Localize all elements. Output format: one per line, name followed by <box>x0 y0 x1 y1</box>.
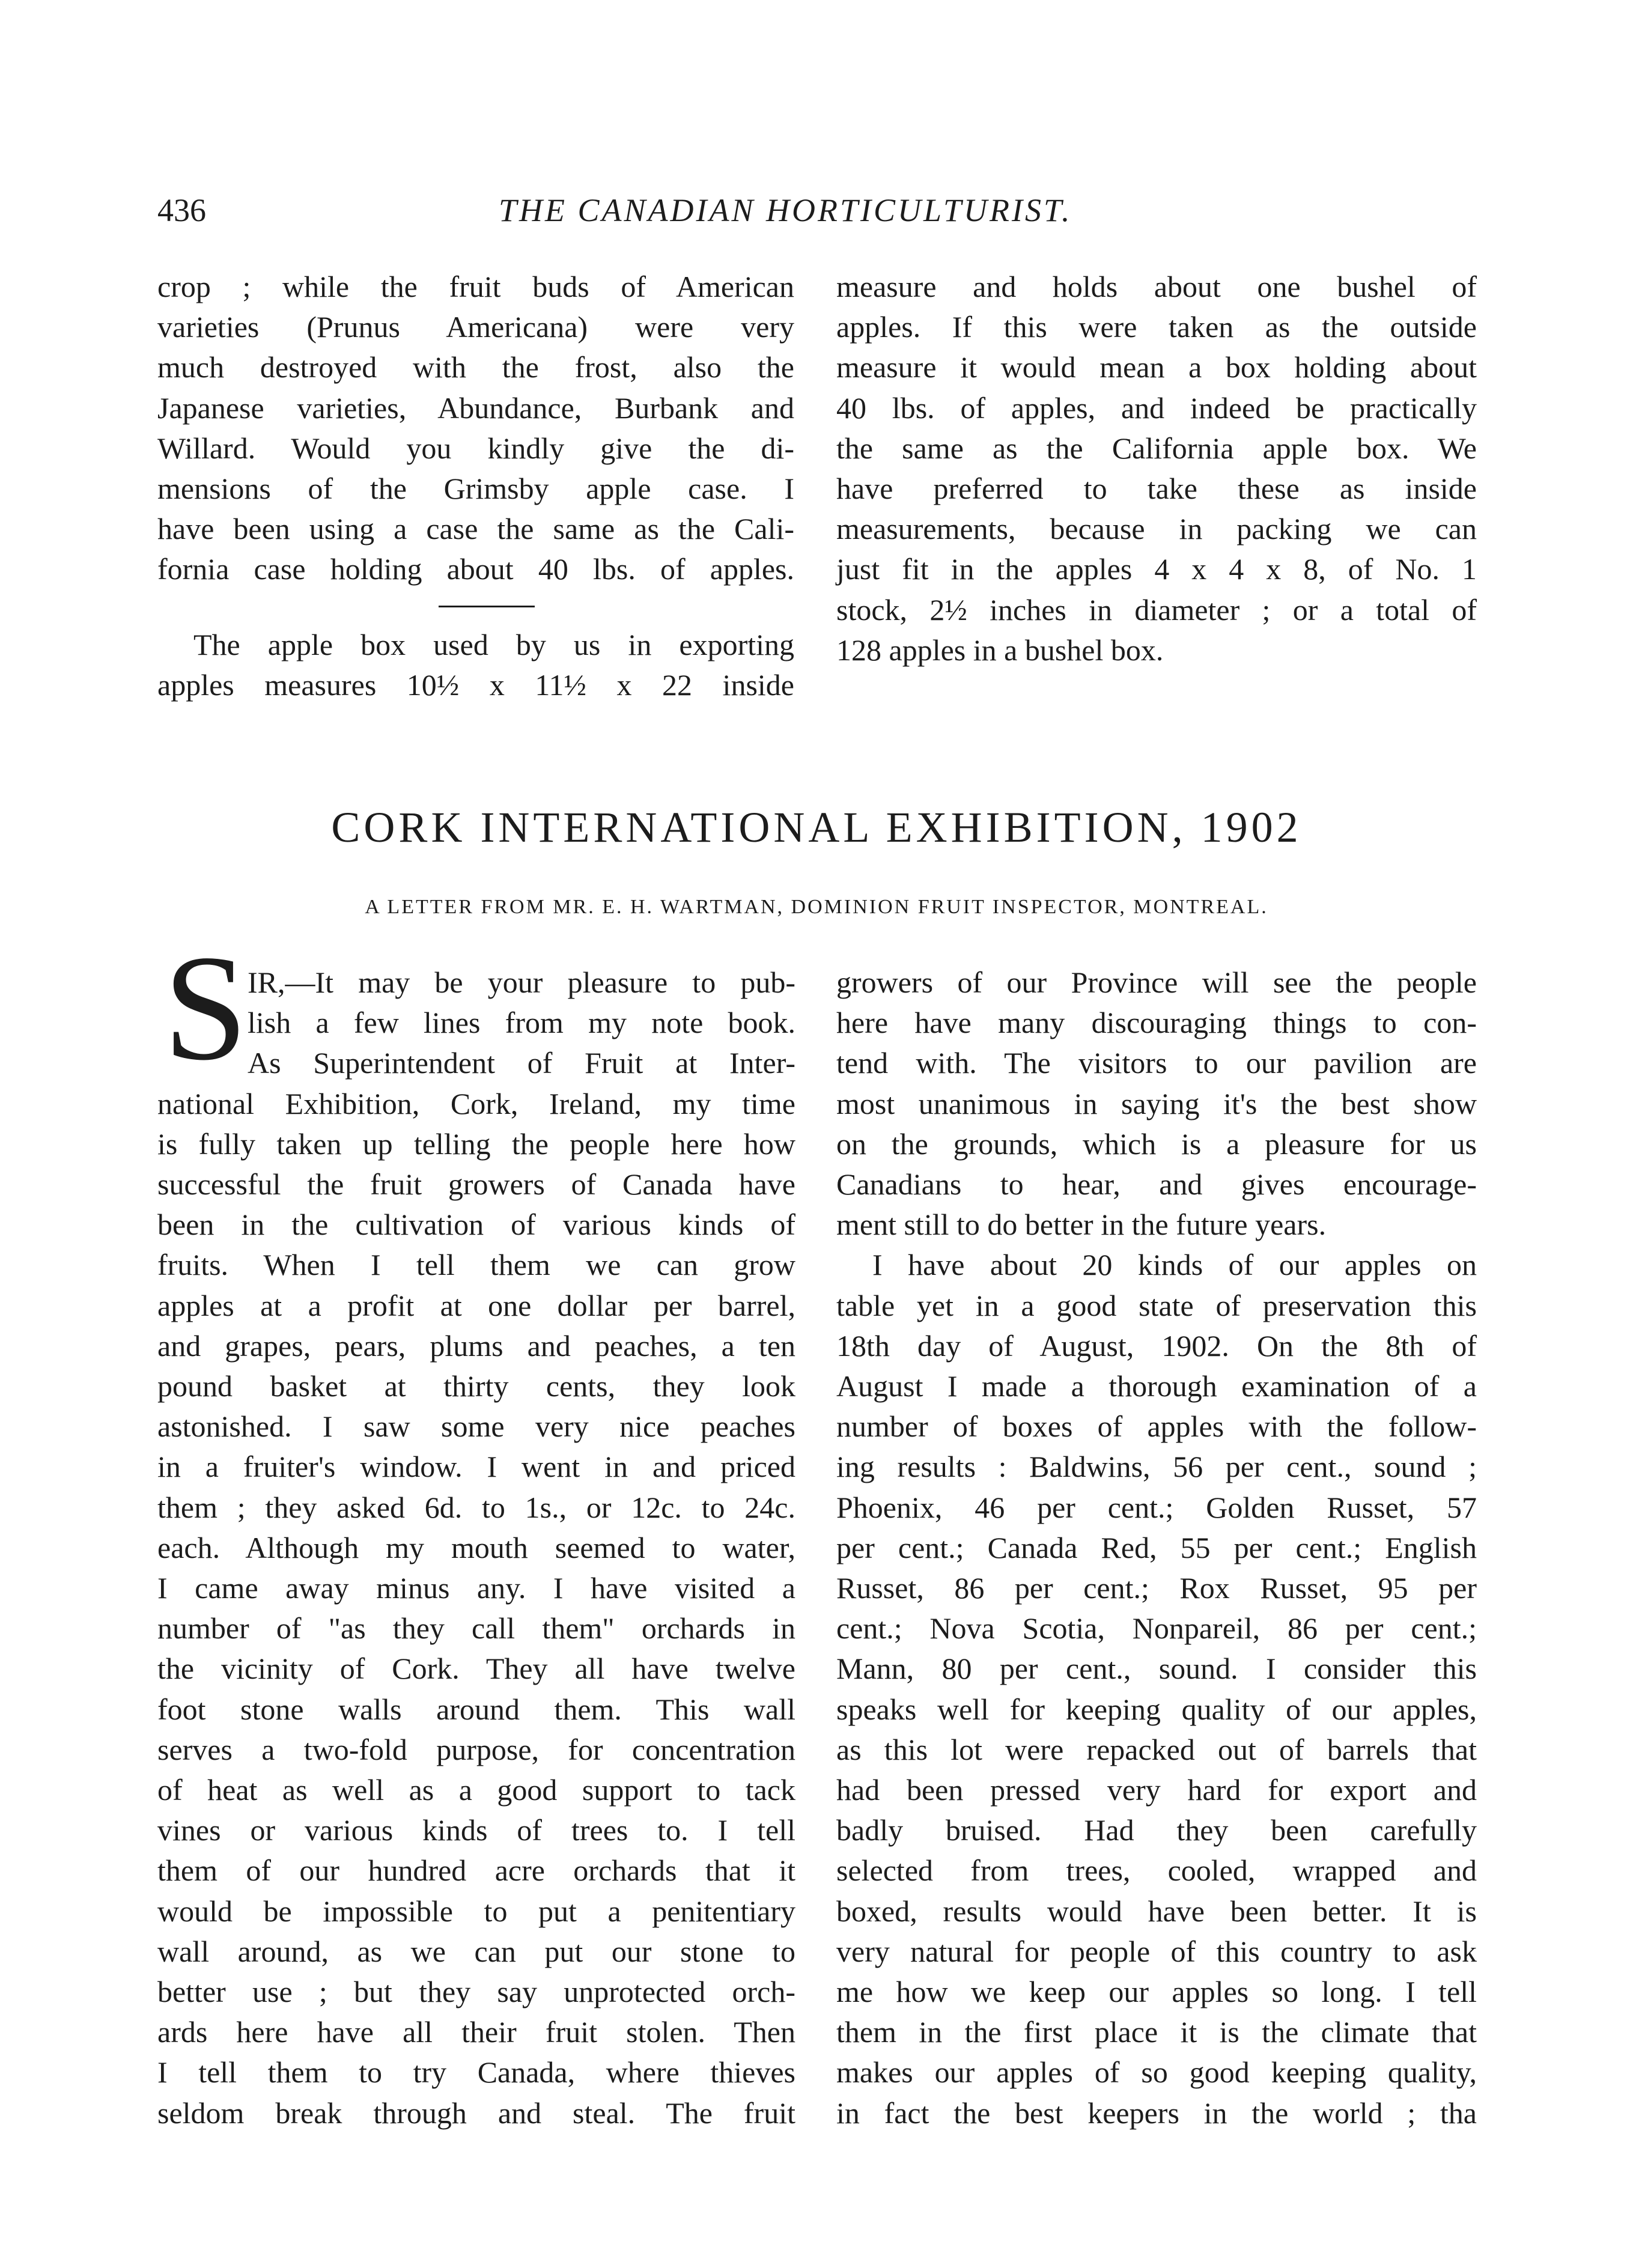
text-line: here have many discouraging things to con- <box>836 1006 1477 1040</box>
top-right-column <box>836 267 1477 670</box>
text-line: had been pressed very hard for export and <box>836 1773 1477 1807</box>
text-line: stock, 2½ inches in diameter ; or a total of <box>836 592 1477 627</box>
article-left-column <box>157 962 795 2133</box>
text-line: have been using a case the same as the Cali- <box>157 512 794 546</box>
text-line: 40 lbs. of apples, and indeed be practically <box>836 391 1477 425</box>
text-line: table yet in a good state of preservation this <box>836 1288 1477 1322</box>
text-line: crop ; while the fruit buds of American <box>157 270 794 303</box>
text-line: seldom break through and steal. The fruit <box>157 2096 795 2130</box>
text-line: I came away minus any. I have visited a <box>157 1571 795 1605</box>
text-line: IR,—It may be your pleasure to pub- <box>248 965 795 999</box>
text-line: badly bruised. Had they been carefully <box>836 1813 1477 1847</box>
text-line: as this lot were repacked out of barrels that <box>836 1732 1477 1766</box>
text-line: the same as the California apple box. We <box>836 431 1477 465</box>
article-right-column <box>836 962 1477 2133</box>
text-line: As Superintendent of Fruit at Inter- <box>248 1046 795 1080</box>
text-line: fornia case holding about 40 lbs. of apples. <box>157 552 794 586</box>
text-line: serves a two-fold purpose, for concentration <box>157 1732 795 1766</box>
text-line: on the grounds, which is a pleasure for us <box>836 1126 1477 1161</box>
text-line: 18th day of August, 1902. On the 8th of <box>836 1328 1477 1363</box>
text-line: growers of our Province will see the people <box>836 965 1477 999</box>
text-line: cent.; Nova Scotia, Nonpareil, 86 per cent.; <box>836 1611 1477 1646</box>
text-line: Japanese varieties, Abundance, Burbank and <box>157 391 794 425</box>
text-line: number of boxes of apples with the follow- <box>836 1409 1477 1444</box>
text-line: the vicinity of Cork. They all have twelve <box>157 1652 795 1686</box>
running-head: THE CANADIAN HORTICULTURIST. <box>499 192 1072 228</box>
text-line: The apple box used by us in exporting <box>193 628 794 661</box>
text-line: selected from trees, cooled, wrapped and <box>836 1853 1477 1888</box>
text-line: mensions of the Grimsby apple case. I <box>157 472 794 506</box>
text-line: them ; they asked 6d. to 1s., or 12c. to 24c. <box>157 1490 795 1524</box>
text-line: pound basket at thirty cents, they look <box>157 1369 795 1403</box>
text-line: in a fruiter's window. I went in and priced <box>157 1450 795 1484</box>
text-line: I tell them to try Canada, where thieves <box>157 2055 795 2090</box>
text-line: wall around, as we can put our stone to <box>157 1934 795 1968</box>
text-line: just fit in the apples 4 x 4 x 8, of No. 1 <box>836 552 1477 586</box>
text-line: successful the fruit growers of Canada have <box>157 1167 795 1202</box>
text-line: each. Although my mouth seemed to water, <box>157 1530 795 1564</box>
text-line: fruits. When I tell them we can grow <box>157 1248 795 1282</box>
text-line: Mann, 80 per cent., sound. I consider this <box>836 1652 1477 1686</box>
text-line: them of our hundred acre orchards that it <box>157 1853 795 1888</box>
text-line: Phoenix, 46 per cent.; Golden Russet, 57 <box>836 1490 1477 1524</box>
text-line: measure it would mean a box holding about <box>836 350 1477 385</box>
text-line: tend with. The visitors to our pavilion are <box>836 1046 1477 1080</box>
reply-paragraph <box>157 625 794 705</box>
text-line: them in the first place it is the climate that <box>836 2015 1477 2049</box>
text-line: measurements, because in packing we can <box>836 512 1477 546</box>
text-line: measure and holds about one bushel of <box>836 270 1477 303</box>
text-line: number of "as they call them" orchards in <box>157 1611 795 1646</box>
text-line: would be impossible to put a penitentiary <box>157 1894 795 1928</box>
text-line: have preferred to take these as inside <box>836 472 1477 506</box>
section-divider <box>439 606 535 607</box>
text-line: boxed, results would have been better. It is <box>836 1894 1477 1928</box>
text-line: speaks well for keeping quality of our apples, <box>836 1692 1477 1726</box>
text-line: ment still to do better in the future years. <box>836 1208 1327 1242</box>
text-line: and grapes, pears, plums and peaches, a ten <box>157 1328 795 1363</box>
text-line: most unanimous in saying it's the best show <box>836 1086 1477 1120</box>
text-line: national Exhibition, Cork, Ireland, my time <box>157 1086 795 1120</box>
article-subtitle: A LETTER FROM MR. E. H. WARTMAN, DOMINION FRUIT INSPECTOR, MONTREAL. <box>365 896 1268 918</box>
text-line: Willard. Would you kindly give the di- <box>157 431 794 465</box>
text-line: I have about 20 kinds of our apples on <box>872 1248 1477 1282</box>
text-line: vines or various kinds of trees to. I tell <box>157 1813 795 1847</box>
text-line: better use ; but they say unprotected orch- <box>157 1975 795 2009</box>
text-line: varieties (Prunus Americana) were very <box>157 310 794 344</box>
text-line: 128 apples in a bushel box. <box>836 633 1164 667</box>
text-line: in fact the best keepers in the world ; tha <box>836 2096 1477 2130</box>
text-line: is fully taken up telling the people here how <box>157 1126 795 1161</box>
text-line: of heat as well as a good support to tack <box>157 1773 795 1807</box>
text-line: Canadians to hear, and gives encourage- <box>836 1167 1477 1202</box>
text-line: August I made a thorough examination of a <box>836 1369 1477 1403</box>
text-line: apples at a profit at one dollar per barrel, <box>157 1288 795 1322</box>
text-line: lish a few lines from my note book. <box>248 1006 795 1040</box>
text-line: per cent.; Canada Red, 55 per cent.; English <box>836 1530 1477 1564</box>
text-line: Russet, 86 per cent.; Rox Russet, 95 per <box>836 1571 1477 1605</box>
text-line: apples. If this were taken as the outside <box>836 310 1477 344</box>
text-line: ards here have all their fruit stolen. Then <box>157 2015 795 2049</box>
text-line: very natural for people of this country to ask <box>836 1934 1477 1968</box>
drop-cap: S <box>163 923 248 1092</box>
text-line: ing results : Baldwins, 56 per cent., sound ; <box>836 1450 1477 1484</box>
text-line: apples measures 10½ x 11½ x 22 inside <box>157 668 794 702</box>
article-title: CORK INTERNATIONAL EXHIBITION, 1902 <box>331 803 1302 851</box>
top-left-column <box>157 267 794 590</box>
page-number: 436 <box>157 192 206 228</box>
text-line: much destroyed with the frost, also the <box>157 350 794 385</box>
text-line: astonished. I saw some very nice peaches <box>157 1409 795 1444</box>
text-line: makes our apples of so good keeping quality, <box>836 2055 1477 2090</box>
text-line: me how we keep our apples so long. I tell <box>836 1975 1477 2009</box>
text-line: foot stone walls around them. This wall <box>157 1692 795 1726</box>
text-line: been in the cultivation of various kinds of <box>157 1208 795 1242</box>
